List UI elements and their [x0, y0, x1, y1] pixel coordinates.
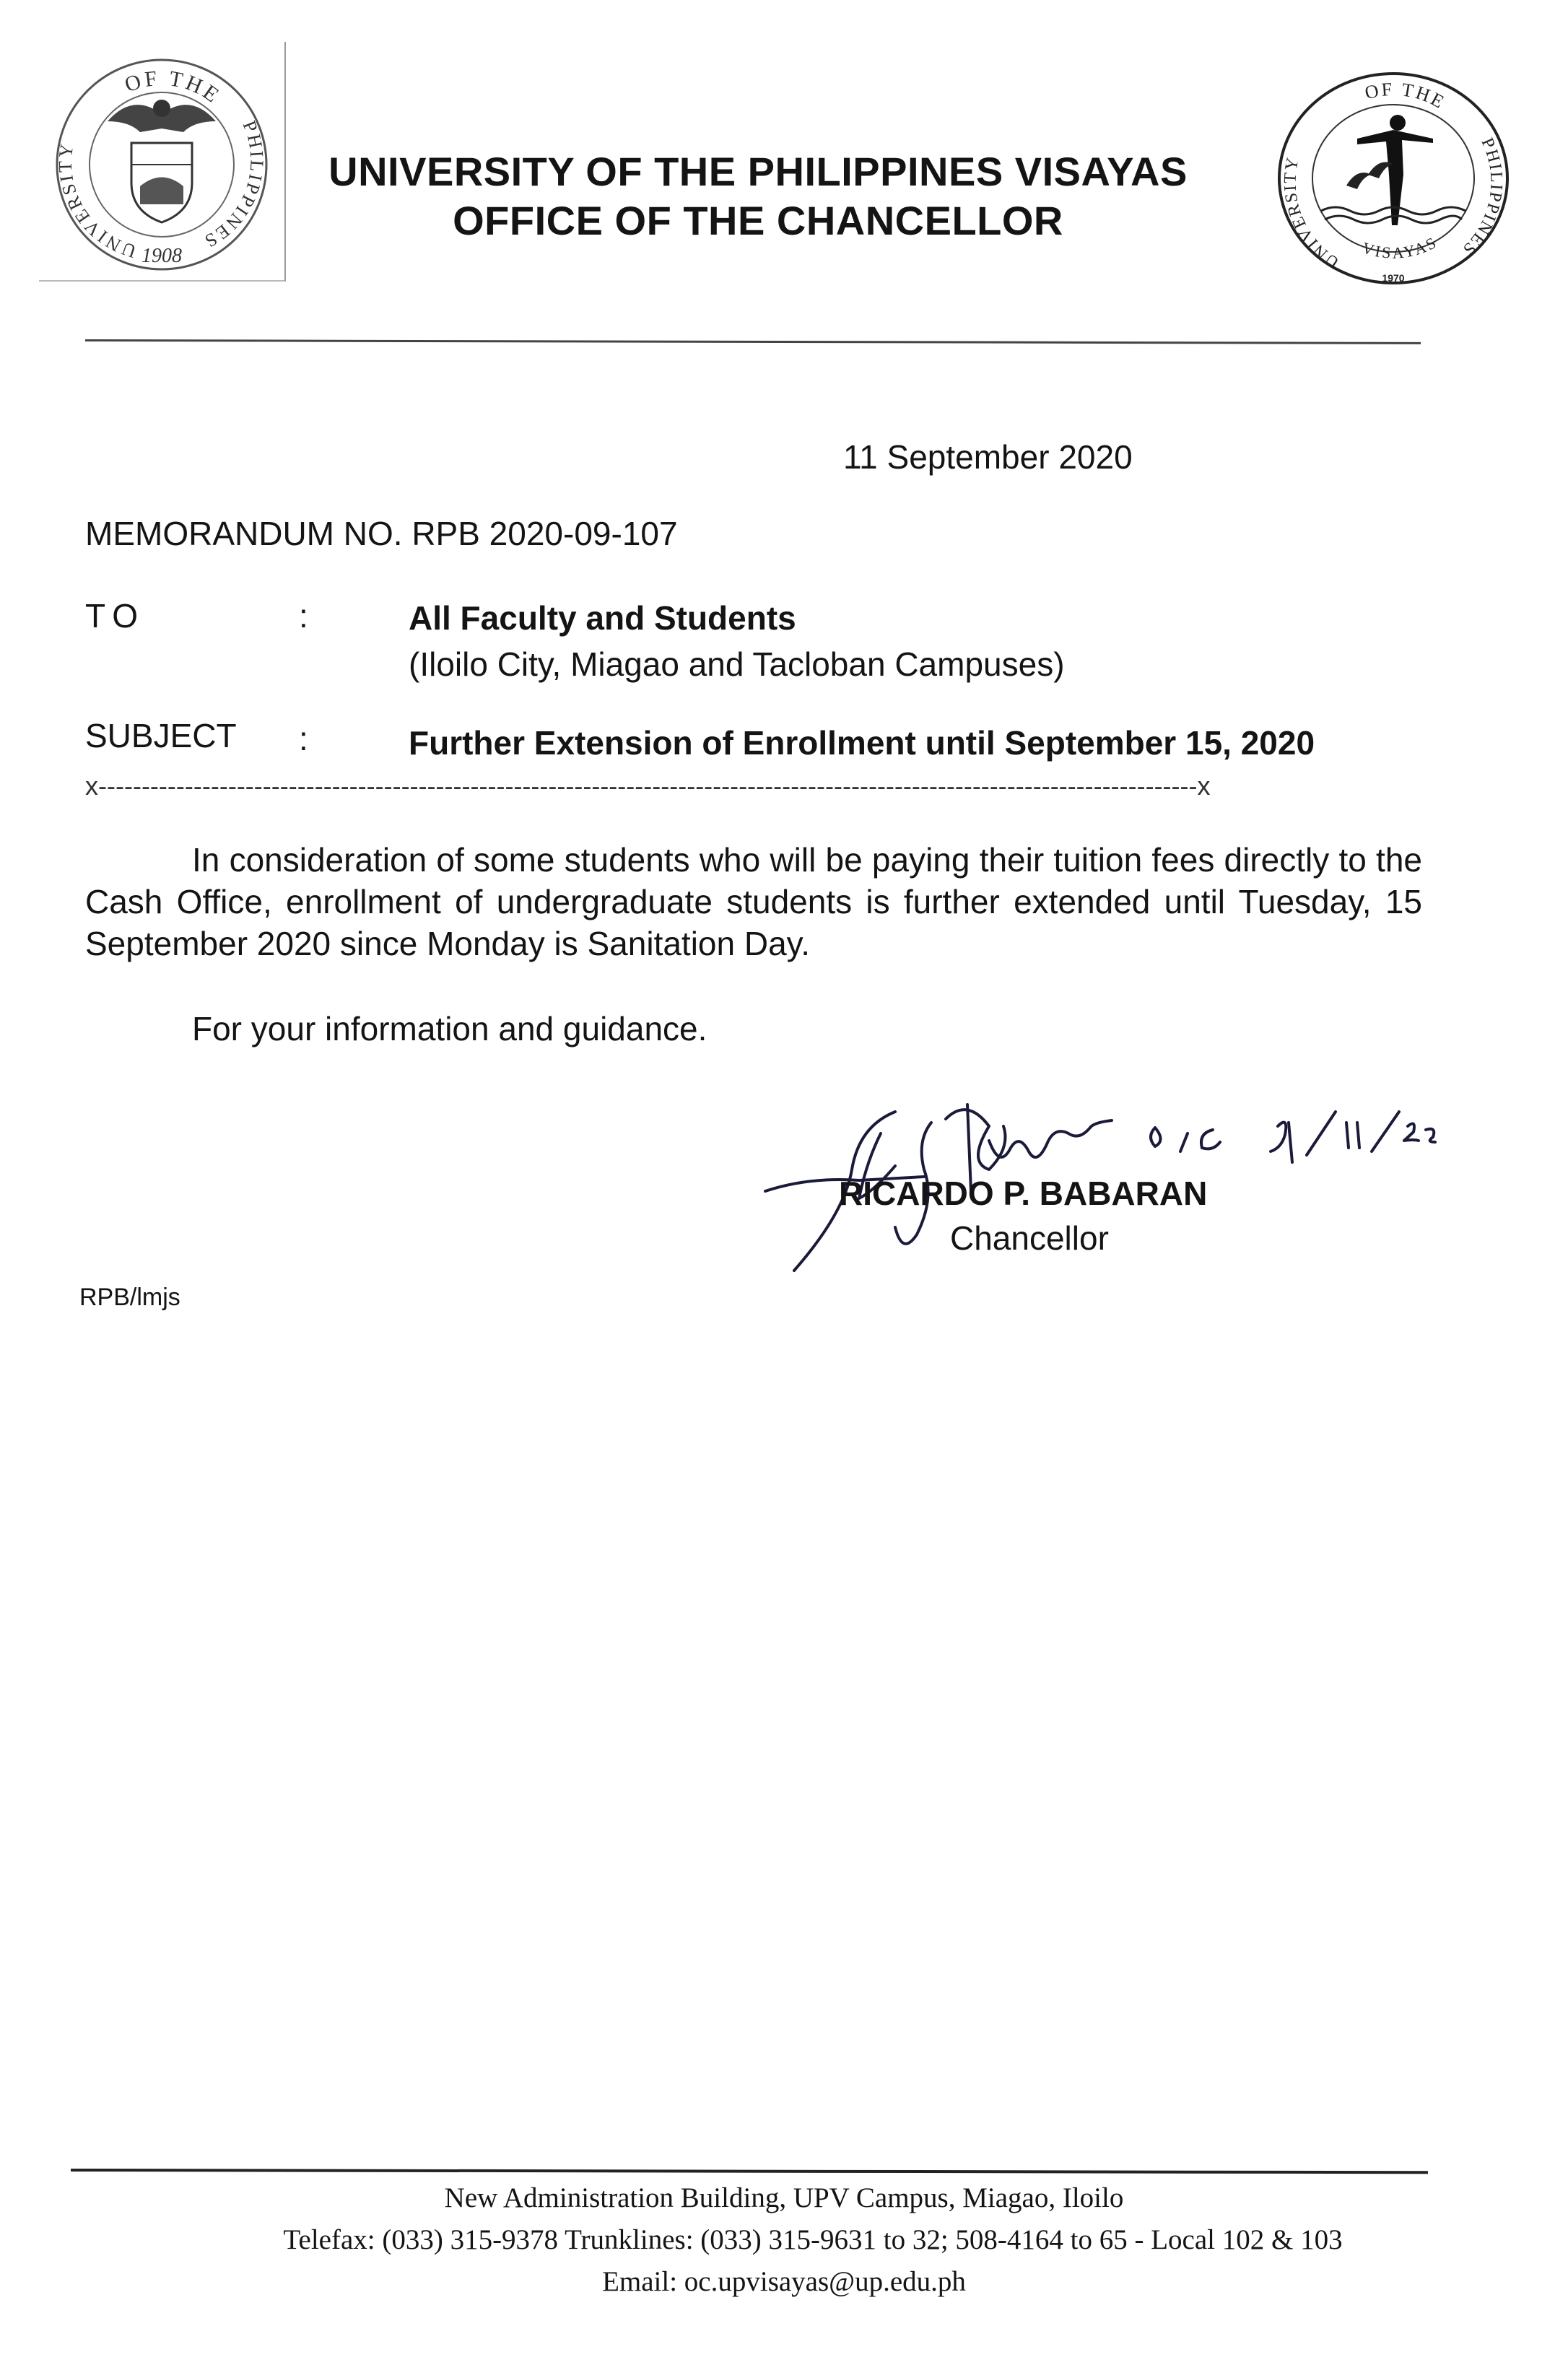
- closing-paragraph: For your information and guidance.: [192, 1010, 707, 1048]
- reference-initials: RPB/lmjs: [79, 1284, 180, 1311]
- svg-text:VISAYAS: VISAYAS: [1359, 232, 1441, 262]
- svg-text:UNIVERSITY: UNIVERSITY: [1281, 154, 1343, 272]
- office-name: OFFICE OF THE CHANCELLOR: [453, 198, 1063, 243]
- memo-date: 11 September 2020: [843, 438, 1133, 476]
- svg-text:PHILIPPINES: PHILIPPINES: [199, 118, 268, 253]
- svg-text:1970: 1970: [1382, 272, 1405, 284]
- signatory-title: Chancellor: [950, 1219, 1109, 1257]
- header-divider: [85, 339, 1421, 344]
- university-name: UNIVERSITY OF THE PHILIPPINES VISAYAS: [328, 149, 1188, 194]
- subject-text: Further Extension of Enrollment until September 15, 2020: [409, 724, 1315, 762]
- subject-colon: :: [299, 720, 308, 757]
- subject-label: SUBJECT: [85, 717, 237, 754]
- to-campuses: (Iloilo City, Miagao and Tacloban Campuses): [409, 645, 1065, 683]
- svg-text:UNIVERSITY: UNIVERSITY: [54, 140, 139, 262]
- upv-seal-icon: [1271, 66, 1516, 290]
- footer-address: New Administration Building, UPV Campus, Miagao, Iloilo: [444, 2182, 1124, 2213]
- signatory-name: RICARDO P. BABARAN: [839, 1175, 1208, 1212]
- to-colon: :: [299, 597, 308, 635]
- to-recipients: All Faculty and Students: [409, 599, 796, 637]
- footer-phone-numbers: Telefax: (033) 315-9378 Trunklines: (033) 315-9631 to 32; 508-4164 to 65 - Local 102 & 103: [283, 2224, 1343, 2255]
- svg-text:PHILIPPINES: PHILIPPINES: [1458, 135, 1506, 260]
- footer-email: Email: oc.upvisayas@up.edu.ph: [602, 2266, 966, 2297]
- svg-text:OF THE: OF THE: [121, 66, 226, 109]
- footer-divider: [71, 2169, 1428, 2174]
- to-label: TO: [85, 597, 146, 635]
- body-paragraph: In consideration of some students who will be paying their tuition fees directly to the Cash Office, enrollment of undergraduate students is further extended until Tuesday, 15 September 2020 since Monday is Sanitation Day.: [85, 841, 1422, 962]
- memo-number: MEMORANDUM NO. RPB 2020-09-107: [85, 515, 678, 552]
- upv-seal-logo: [1271, 66, 1516, 290]
- svg-text:OF THE: OF THE: [1362, 78, 1450, 113]
- memo-divider: x-------------------------------------------------------------------------------------------------------------------------------x: [85, 771, 1211, 801]
- svg-text:1908: 1908: [141, 245, 182, 267]
